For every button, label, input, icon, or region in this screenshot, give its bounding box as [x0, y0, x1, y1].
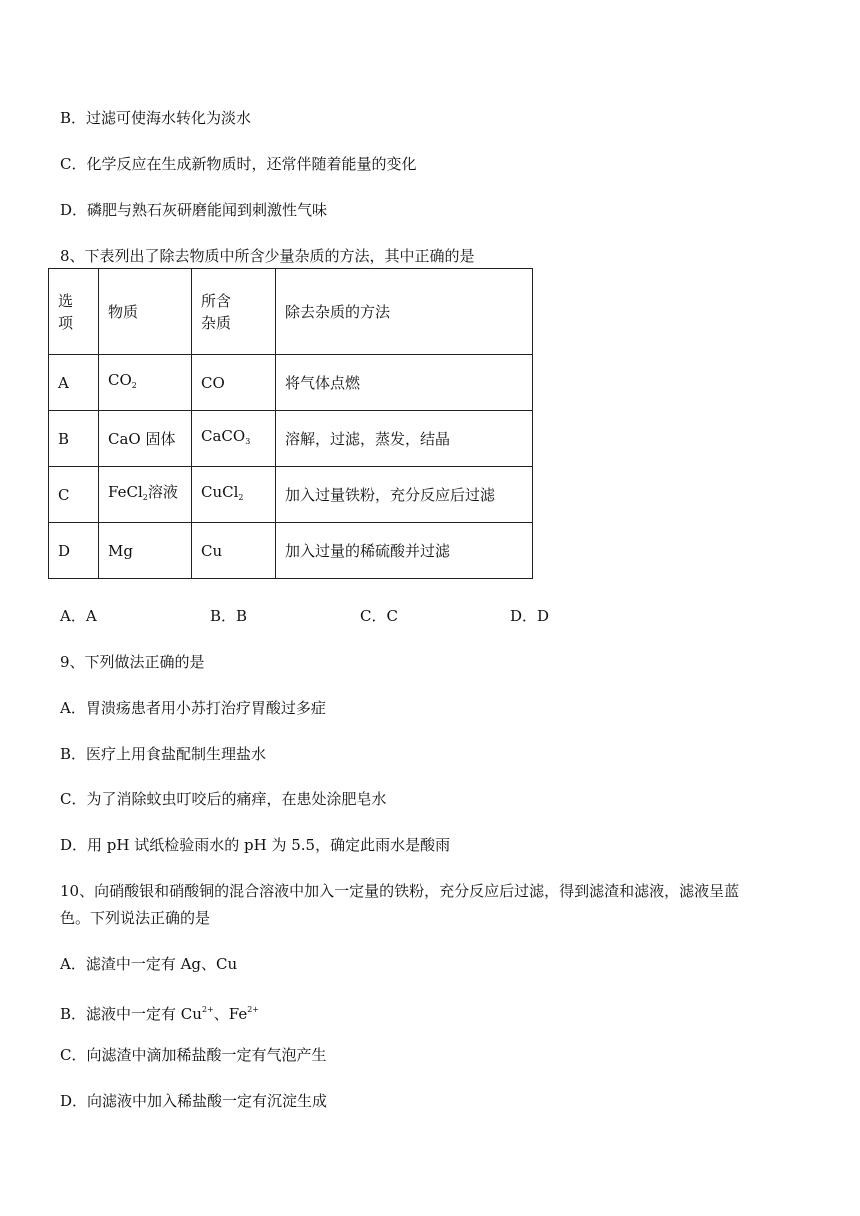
header-impurity: 所含杂质	[192, 269, 276, 355]
q8-choice-a: A．A	[60, 607, 97, 625]
row-impurity: CuCl$_2$	[192, 467, 276, 523]
table-row	[49, 355, 533, 411]
row-substance: CaO 固体	[99, 411, 192, 467]
row-substance: FeCl$_2$溶液	[99, 467, 192, 523]
q10-option-d: D．向滤液中加入稀盐酸一定有沉淀生成	[60, 1092, 328, 1110]
q9-stem: 9、下列做法正确的是	[60, 653, 205, 671]
table-row	[49, 467, 533, 523]
q8-choice-b: B．B	[210, 607, 248, 625]
table-row	[49, 411, 533, 467]
q9-option-b: B．医疗上用食盐配制生理盐水	[60, 745, 267, 763]
row-impurity: Cu	[192, 523, 276, 579]
impurity-table	[48, 268, 533, 579]
row-impurity: CaCO$_3$	[192, 411, 276, 467]
q9-option-a: A．胃溃疡患者用小苏打治疗胃酸过多症	[60, 699, 326, 717]
q9-option-d: D．用 pH 试纸检验雨水的 pH 为 5.5，确定此雨水是酸雨	[60, 836, 451, 854]
q8-choice-c: C．C	[360, 607, 398, 625]
row-option: B	[49, 411, 99, 467]
row-option: C	[49, 467, 99, 523]
header-substance: 物质	[99, 269, 192, 355]
header-option: 选项	[49, 269, 99, 355]
header-method: 除去杂质的方法	[276, 269, 533, 355]
row-impurity: CO	[192, 355, 276, 411]
q10-stem-line1: 10、向硝酸银和硝酸铜的混合溶液中加入一定量的铁粉，充分反应后过滤，得到滤渣和滤液，滤液呈蓝	[60, 882, 740, 900]
row-option: D	[49, 523, 99, 579]
q7-option-c: C．化学反应在生成新物质时，还常伴随着能量的变化	[60, 155, 417, 173]
row-method: 加入过量的稀硫酸并过滤	[276, 523, 533, 579]
row-option: A	[49, 355, 99, 411]
q10-option-c: C．向滤渣中滴加稀盐酸一定有气泡产生	[60, 1046, 327, 1064]
q8-choices	[60, 606, 660, 626]
q8-stem: 8、下表列出了除去物质中所含少量杂质的方法，其中正确的是	[60, 247, 475, 265]
row-substance: Mg	[99, 523, 192, 579]
q7-option-b: B．过滤可使海水转化为淡水	[60, 109, 252, 127]
q10-option-b: B．滤液中一定有 $Cu^{2+}$、$Fe^{2+}$	[60, 1005, 259, 1023]
q10-stem-line2: 色。下列说法正确的是	[60, 909, 211, 927]
row-method: 将气体点燃	[276, 355, 533, 411]
q9-option-c: C．为了消除蚊虫叮咬后的痛痒，在患处涂肥皂水	[60, 790, 387, 808]
q7-option-d: D．磷肥与熟石灰研磨能闻到刺激性气味	[60, 201, 328, 219]
q10-option-a: A．滤渣中一定有 Ag、Cu	[60, 955, 238, 973]
table-header-row	[49, 269, 533, 355]
row-method: 加入过量铁粉，充分反应后过滤	[276, 467, 533, 523]
q8-choice-d: D．D	[510, 607, 550, 625]
row-substance: $CO_2$	[99, 355, 192, 411]
table-row	[49, 523, 533, 579]
row-method: 溶解，过滤，蒸发，结晶	[276, 411, 533, 467]
